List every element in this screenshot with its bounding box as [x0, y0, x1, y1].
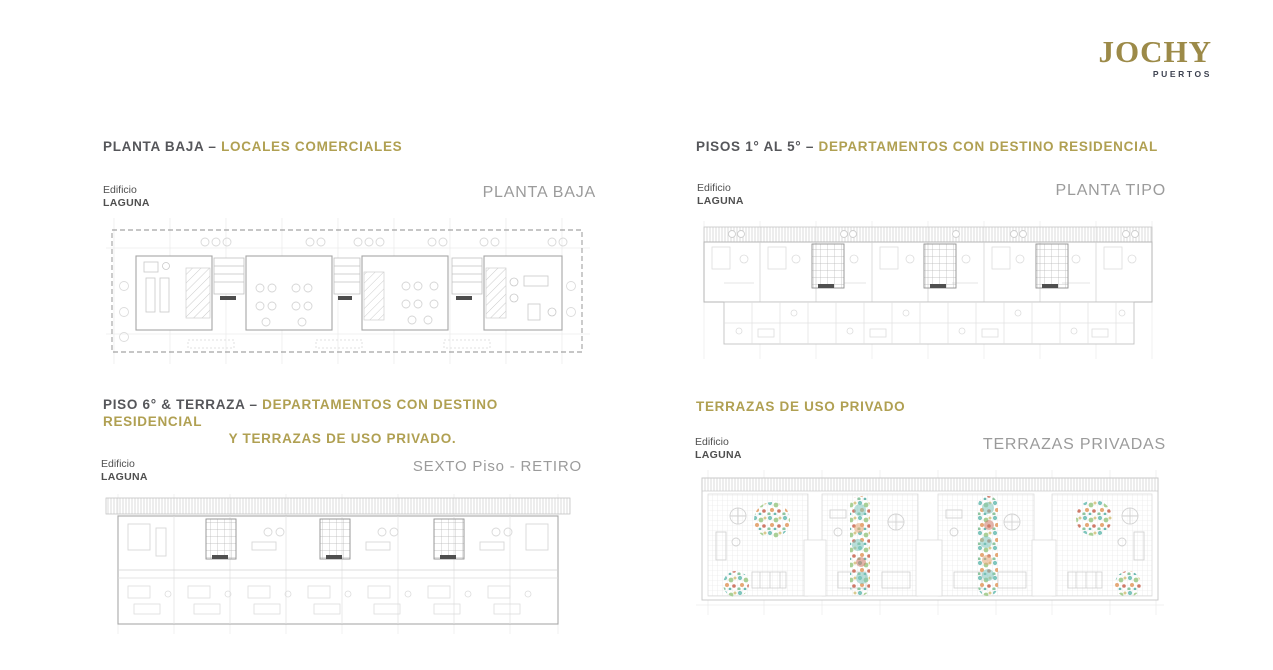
section-heading [696, 398, 1166, 415]
heading-highlight: DEPARTAMENTOS CON DESTINO RESIDENCIAL [103, 397, 498, 429]
heading-prefix: PISO 6° & TERRAZA – [103, 397, 263, 412]
section-heading [103, 396, 582, 447]
brand-logo [1099, 36, 1213, 79]
heading-highlight: TERRAZAS DE USO PRIVADO [696, 399, 906, 414]
plan-title: PLANTA BAJA [482, 184, 596, 201]
section-pisos-1-5 [694, 138, 1166, 361]
brand-subtitle: PUERTOS [1152, 69, 1212, 79]
plan-title: SEXTO Piso - RETIRO [412, 458, 582, 475]
heading-prefix: PISOS 1° AL 5° – [696, 139, 819, 154]
building-label [692, 436, 742, 462]
building-label-line1: Edificio [695, 436, 729, 448]
heading-highlight: LOCALES COMERCIALES [221, 139, 403, 154]
building-name: LAGUNA [697, 195, 744, 208]
floor-plan-planta-tipo [694, 221, 1164, 361]
section-terrazas [692, 396, 1166, 620]
plan-header [692, 436, 1166, 462]
building-label-line1: Edificio [697, 182, 731, 194]
section-piso-6 [98, 394, 582, 634]
plan-title: TERRAZAS PRIVADAS [982, 436, 1166, 453]
section-heading [103, 138, 596, 155]
section-heading [696, 138, 1166, 155]
building-label [694, 182, 744, 208]
plan-header [98, 458, 582, 484]
building-label [100, 184, 150, 210]
building-name: LAGUNA [103, 197, 150, 210]
brand-name: JOCHY [1098, 34, 1212, 69]
plan-title: PLANTA TIPO [1055, 182, 1166, 199]
building-label [98, 458, 148, 484]
floor-plan-sexto-piso [98, 494, 578, 634]
building-name: LAGUNA [695, 449, 742, 462]
plan-header [100, 184, 596, 210]
floor-plan-planta-baja [100, 216, 595, 366]
building-name: LAGUNA [101, 471, 148, 484]
heading-highlight-line2: Y TERRAZAS DE USO PRIVADO. [228, 431, 457, 446]
heading-prefix: PLANTA BAJA – [103, 139, 222, 154]
heading-highlight: DEPARTAMENTOS CON DESTINO RESIDENCIAL [818, 139, 1158, 154]
floor-plan-terrazas [692, 470, 1167, 620]
building-label-line1: Edificio [101, 458, 135, 470]
section-planta-baja [100, 138, 596, 366]
plan-header [694, 182, 1166, 208]
building-label-line1: Edificio [103, 184, 137, 196]
